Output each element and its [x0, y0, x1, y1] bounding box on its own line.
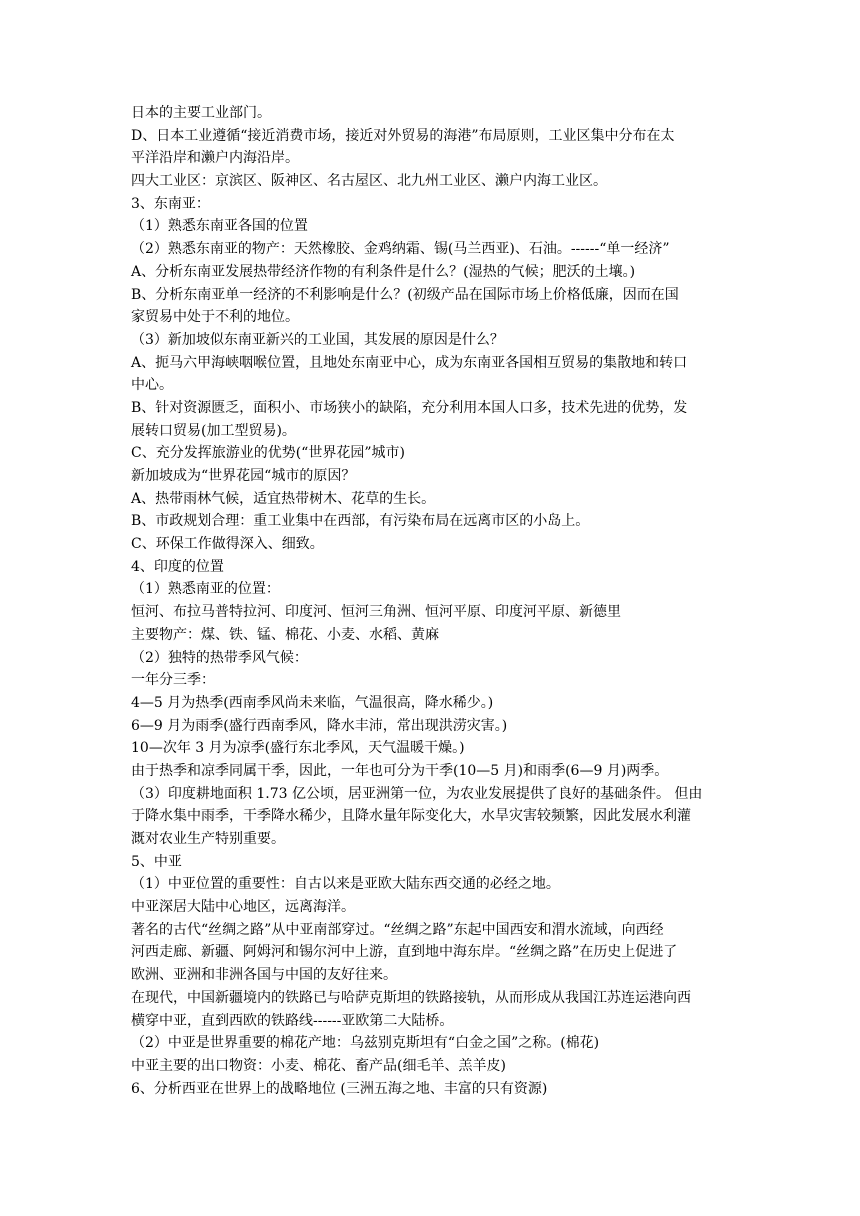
text-line: 著名的古代“丝绸之路”从中亚南部穿过。“丝绸之路”东起中国西安和渭水流域，向西经: [131, 921, 664, 938]
text-line: 10—次年 3 月为凉季(盛行东北季风，天气温暖干燥。): [131, 740, 465, 757]
text-line: 主要物产：煤、铁、锰、棉花、小麦、水稻、黄麻: [131, 626, 439, 643]
text-line: B、针对资源匮乏，面积小、市场狭小的缺陷，充分利用本国人口多，技术先进的优势，发: [131, 399, 688, 416]
section-heading: 4、印度的位置: [131, 558, 224, 575]
text-line: A、热带雨林气候，适宜热带树木、花草的生长。: [131, 490, 436, 507]
text-line: （1）熟悉南亚的位置：: [131, 581, 280, 598]
text-line: 横穿中亚，直到西欧的铁路线------亚欧第二大陆桥。: [131, 1012, 454, 1029]
section-heading: 6、分析西亚在世界上的战略地位 (三洲五海之地、丰富的只有资源): [131, 1080, 548, 1097]
text-line: 四大工业区：京滨区、阪神区、名古屋区、北九州工业区、濑户内海工业区。: [131, 173, 607, 190]
text-line: （3）印度耕地面积 1.73 亿公顷，居亚洲第一位，为农业发展提供了良好的基础条件。 但由: [131, 785, 703, 802]
text-line: 平洋沿岸和濑户内海沿岸。: [131, 150, 299, 167]
text-line: B、市政规划合理：重工业集中在西部，有污染布局在远离市区的小岛上。: [131, 513, 590, 530]
document-body: [131, 102, 731, 1100]
text-line: （1）熟悉东南亚各国的位置: [131, 218, 308, 235]
text-line: 新加坡成为“世界花园“城市的原因？: [131, 468, 356, 484]
text-line: 4—5 月为热季(西南季风尚未来临，气温很高，降水稀少。): [131, 694, 494, 711]
text-line: （3）新加坡似东南亚新兴的工业国，其发展的原因是什么？: [131, 331, 504, 348]
text-line: 一年分三季：: [131, 672, 215, 689]
section-heading: 5、中亚: [131, 853, 182, 870]
text-line: 河西走廊、新疆、阿姆河和锡尔河中上游，直到地中海东岸。“丝绸之路”在历史上促进了: [131, 944, 678, 961]
text-line: A、分析东南亚发展热带经济作物的有利条件是什么？(湿热的气候；肥沃的土壤。): [131, 263, 636, 280]
text-line: （2）中亚是世界重要的棉花产地：乌兹别克斯坦有“白金之国”之称。(棉花): [131, 1035, 600, 1052]
text-line: 由于热季和凉季同属干季，因此，一年也可分为干季(10—5 月)和雨季(6—9 月)两季。: [131, 762, 669, 779]
text-line: （2）熟悉东南亚的物产：天然橡胶、金鸡纳霜、锡(马兰西亚)、石油。------“单一经济”: [131, 241, 670, 258]
text-line: 中心。: [131, 377, 173, 394]
text-line: A、扼马六甲海峡咽喉位置，且地处东南亚中心，成为东南亚各国相互贸易的集散地和转口: [131, 354, 688, 371]
text-line: B、分析东南亚单一经济的不利影响是什么？(初级产品在国际市场上价格低廉，因而在国: [131, 286, 679, 303]
text-line: 展转口贸易(加工型贸易)。: [131, 422, 296, 439]
text-line: （1）中亚位置的重要性：自古以来是亚欧大陆东西交通的必经之地。: [131, 876, 560, 893]
text-line: 6—9 月为雨季(盛行西南季风，降水丰沛，常出现洪涝灾害。): [131, 717, 508, 734]
text-line: 溉对农业生产特别重要。: [131, 831, 285, 847]
text-line: C、充分发挥旅游业的优势(“世界花园”城市): [131, 445, 405, 462]
text-line: D、日本工业遵循“接近消费市场，接近对外贸易的海港”布局原则，工业区集中分布在太: [131, 127, 675, 144]
text-line: 于降水集中雨季，干季降水稀少，且降水量年际变化大，水旱灾害较频繁，因此发展水利灌: [131, 808, 691, 825]
text-line: 中亚深居大陆中心地区，远离海洋。: [131, 899, 355, 916]
text-line: C、环保工作做得深入、细致。: [131, 536, 324, 553]
text-line: 中亚主要的出口物资：小麦、棉花、畜产品(细毛羊、羔羊皮): [131, 1057, 506, 1074]
text-line: 日本的主要工业部门。: [131, 105, 271, 121]
section-heading: 3、东南亚：: [131, 195, 210, 212]
text-line: 家贸易中处于不利的地位。: [131, 309, 299, 326]
text-line: 恒河、布拉马普特拉河、印度河、恒河三角洲、恒河平原、印度河平原、新德里: [131, 604, 621, 621]
text-line: 欧洲、亚洲和非洲各国与中国的友好往来。: [131, 967, 397, 984]
text-line: （2）独特的热带季风气候：: [131, 649, 308, 666]
text-line: 在现代，中国新疆境内的铁路已与哈萨克斯坦的铁路接轨，从而形成从我国江苏连运港向西: [131, 989, 691, 1006]
